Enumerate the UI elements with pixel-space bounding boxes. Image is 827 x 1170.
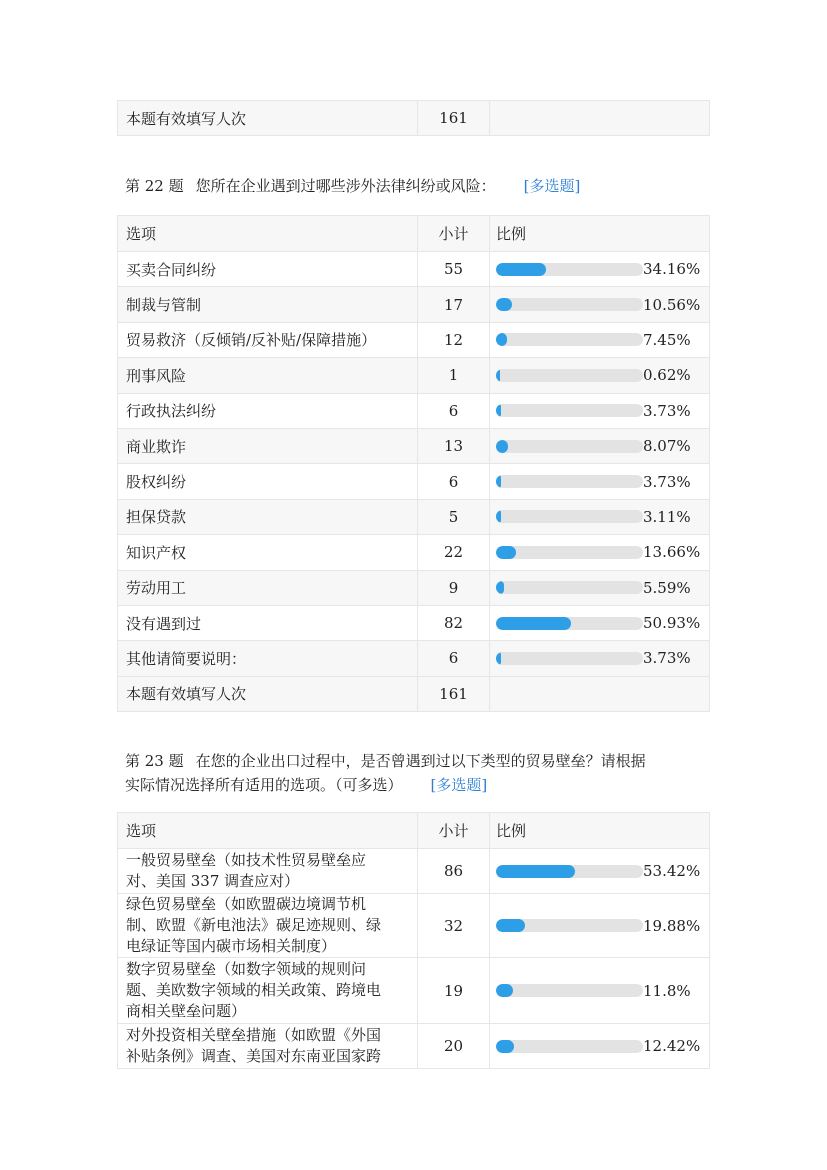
q22-title [125, 174, 705, 198]
table-row [118, 535, 710, 570]
option-label: 商业欺诈 [118, 428, 418, 463]
option-label [118, 1024, 418, 1069]
percent-value: 11.8% [643, 981, 691, 1000]
option-label: 担保贷款 [118, 499, 418, 534]
progress-fill [496, 865, 575, 878]
option-count: 13 [418, 428, 490, 463]
header-ratio: 比例 [490, 216, 710, 252]
q23-table [117, 812, 710, 1069]
progress-fill [496, 263, 546, 276]
percent-value: 3.11% [643, 507, 691, 526]
progress-track [496, 617, 643, 630]
q23-type-tag[interactable]: [多选题] [430, 776, 488, 794]
percent-value: 19.88% [643, 916, 701, 935]
progress-track [496, 919, 643, 932]
table-row [118, 849, 710, 894]
option-label [118, 894, 418, 958]
q23-title-line2 [125, 773, 705, 797]
percent-value: 50.93% [643, 614, 701, 633]
option-count: 6 [418, 464, 490, 499]
option-ratio [490, 428, 710, 463]
total-row [118, 676, 710, 711]
option-ratio [490, 570, 710, 605]
progress-fill [496, 1040, 514, 1053]
option-label-line: 补贴条例》调查、美国对东南亚国家跨 [126, 1047, 382, 1065]
q21-total-table [117, 100, 710, 136]
ratio-bar [496, 614, 701, 632]
table-row [118, 958, 710, 1024]
ratio-bar [496, 260, 701, 278]
progress-fill [496, 404, 501, 417]
option-count: 55 [418, 252, 490, 287]
progress-track [496, 546, 643, 559]
table-row [118, 499, 710, 534]
header-ratio: 比例 [490, 813, 710, 849]
percent-value: 13.66% [643, 543, 701, 562]
option-count: 86 [418, 849, 490, 894]
option-label-line: 题、美欧数字领域的相关政策、跨境电 [126, 981, 382, 999]
ratio-bar [496, 543, 701, 561]
table-row [118, 464, 710, 499]
option-count: 20 [418, 1024, 490, 1069]
percent-value: 3.73% [643, 649, 691, 668]
header-option: 选项 [118, 813, 418, 849]
progress-fill [496, 510, 501, 523]
option-count: 22 [418, 535, 490, 570]
table-header [118, 216, 710, 252]
header-count: 小计 [418, 813, 490, 849]
progress-fill [496, 298, 512, 311]
option-label [118, 849, 418, 894]
ratio-bar [496, 296, 701, 314]
total-label: 本题有效填写人次 [118, 676, 418, 711]
option-count: 1 [418, 358, 490, 393]
option-ratio [490, 894, 710, 958]
table-row [118, 428, 710, 463]
progress-track [496, 369, 643, 382]
option-ratio [490, 641, 710, 676]
option-count: 12 [418, 322, 490, 357]
option-count: 17 [418, 287, 490, 322]
option-ratio [490, 287, 710, 322]
option-count: 6 [418, 393, 490, 428]
percent-value: 12.42% [643, 1037, 701, 1055]
q23-text-line2: 实际情况选择所有适用的选项。（可多选） [125, 776, 403, 794]
option-label-line: 制、欧盟《新电池法》碳足迹规则、绿 [126, 916, 382, 934]
total-empty-cell [490, 676, 710, 711]
option-label: 买卖合同纠纷 [118, 252, 418, 287]
option-label: 行政执法纠纷 [118, 393, 418, 428]
option-label: 劳动用工 [118, 570, 418, 605]
option-count: 5 [418, 499, 490, 534]
ratio-bar [496, 649, 701, 667]
progress-fill [496, 333, 507, 346]
q22-text: 您所在企业遇到过哪些涉外法律纠纷或风险： [195, 177, 496, 195]
q22-table [117, 215, 710, 712]
ratio-bar [496, 366, 701, 384]
header-option: 选项 [118, 216, 418, 252]
progress-track [496, 298, 643, 311]
ratio-bar [496, 1037, 701, 1055]
table-row [118, 570, 710, 605]
option-label: 股权纠纷 [118, 464, 418, 499]
table-row [118, 393, 710, 428]
ratio-bar [496, 402, 701, 420]
option-ratio [490, 499, 710, 534]
ratio-bar [496, 437, 701, 455]
ratio-bar [496, 508, 701, 526]
progress-track [496, 652, 643, 665]
q22-number: 第 22 题 [125, 177, 184, 195]
option-label-line: 对外投资相关壁垒措施（如欧盟《外国 [126, 1026, 382, 1044]
ratio-bar [496, 917, 701, 935]
total-value: 161 [418, 101, 490, 136]
option-ratio [490, 464, 710, 499]
option-label [118, 958, 418, 1024]
table-header [118, 813, 710, 849]
option-count: 6 [418, 641, 490, 676]
percent-value: 7.45% [643, 330, 691, 349]
table-row [118, 641, 710, 676]
table-row [118, 1024, 710, 1069]
progress-fill [496, 581, 504, 594]
progress-track [496, 440, 643, 453]
percent-value: 34.16% [643, 260, 701, 279]
option-label: 其他请简要说明： [118, 641, 418, 676]
option-ratio [490, 535, 710, 570]
option-count: 19 [418, 958, 490, 1024]
total-label: 本题有效填写人次 [118, 101, 418, 136]
option-label: 知识产权 [118, 535, 418, 570]
percent-value: 8.07% [643, 437, 691, 456]
q22-type-tag[interactable]: [多选题] [523, 177, 581, 195]
ratio-bar [496, 473, 701, 491]
option-label: 贸易救济（反倾销/反补贴/保障措施） [118, 322, 418, 357]
q23-title [125, 749, 705, 797]
option-ratio [490, 322, 710, 357]
total-row [118, 101, 710, 136]
option-label-line: 对、美国 337 调查应对） [126, 872, 300, 890]
option-ratio [490, 1024, 710, 1069]
percent-value: 3.73% [643, 401, 691, 420]
progress-fill [496, 440, 508, 453]
percent-value: 53.42% [643, 862, 701, 880]
progress-fill [496, 984, 513, 997]
q23-number: 第 23 题 [125, 752, 184, 770]
progress-track [496, 263, 643, 276]
table-row [118, 894, 710, 958]
percent-value: 3.73% [643, 472, 691, 491]
option-label: 刑事风险 [118, 358, 418, 393]
progress-track [496, 865, 643, 878]
progress-fill [496, 369, 500, 382]
table-row [118, 252, 710, 287]
option-ratio [490, 605, 710, 640]
option-label-line: 绿色贸易壁垒（如欧盟碳边境调节机 [126, 895, 367, 913]
option-label: 制裁与管制 [118, 287, 418, 322]
option-count: 9 [418, 570, 490, 605]
option-count: 82 [418, 605, 490, 640]
option-label-line: 一般贸易壁垒（如技术性贸易壁垒应 [126, 851, 367, 869]
progress-track [496, 581, 643, 594]
table-row [118, 287, 710, 322]
percent-value: 0.62% [643, 366, 691, 385]
ratio-bar [496, 331, 701, 349]
progress-fill [496, 919, 525, 932]
option-ratio [490, 958, 710, 1024]
percent-value: 10.56% [643, 295, 701, 314]
option-ratio [490, 252, 710, 287]
total-empty-cell [490, 101, 710, 136]
ratio-bar [496, 982, 701, 1000]
q23-text-line1: 在您的企业出口过程中，是否曾遇到过以下类型的贸易壁垒？请根据 [195, 752, 646, 770]
percent-value: 5.59% [643, 578, 691, 597]
total-value: 161 [418, 676, 490, 711]
table-row [118, 358, 710, 393]
header-count: 小计 [418, 216, 490, 252]
option-label-line: 商相关壁垒问题） [126, 1002, 247, 1020]
progress-fill [496, 546, 516, 559]
progress-track [496, 404, 643, 417]
progress-fill [496, 475, 501, 488]
table-row [118, 605, 710, 640]
table-row [118, 322, 710, 357]
progress-track [496, 510, 643, 523]
progress-fill [496, 652, 501, 665]
option-ratio [490, 393, 710, 428]
option-ratio [490, 849, 710, 894]
progress-track [496, 475, 643, 488]
ratio-bar [496, 862, 701, 880]
progress-track [496, 1040, 643, 1053]
progress-track [496, 333, 643, 346]
progress-track [496, 984, 643, 997]
option-count: 32 [418, 894, 490, 958]
progress-fill [496, 617, 571, 630]
option-ratio [490, 358, 710, 393]
option-label-line: 电绿证等国内碳市场相关制度） [126, 937, 337, 955]
ratio-bar [496, 579, 701, 597]
option-label-line: 数字贸易壁垒（如数字领域的规则问 [126, 960, 367, 978]
q23-title-line1 [125, 749, 705, 773]
option-label: 没有遇到过 [118, 605, 418, 640]
